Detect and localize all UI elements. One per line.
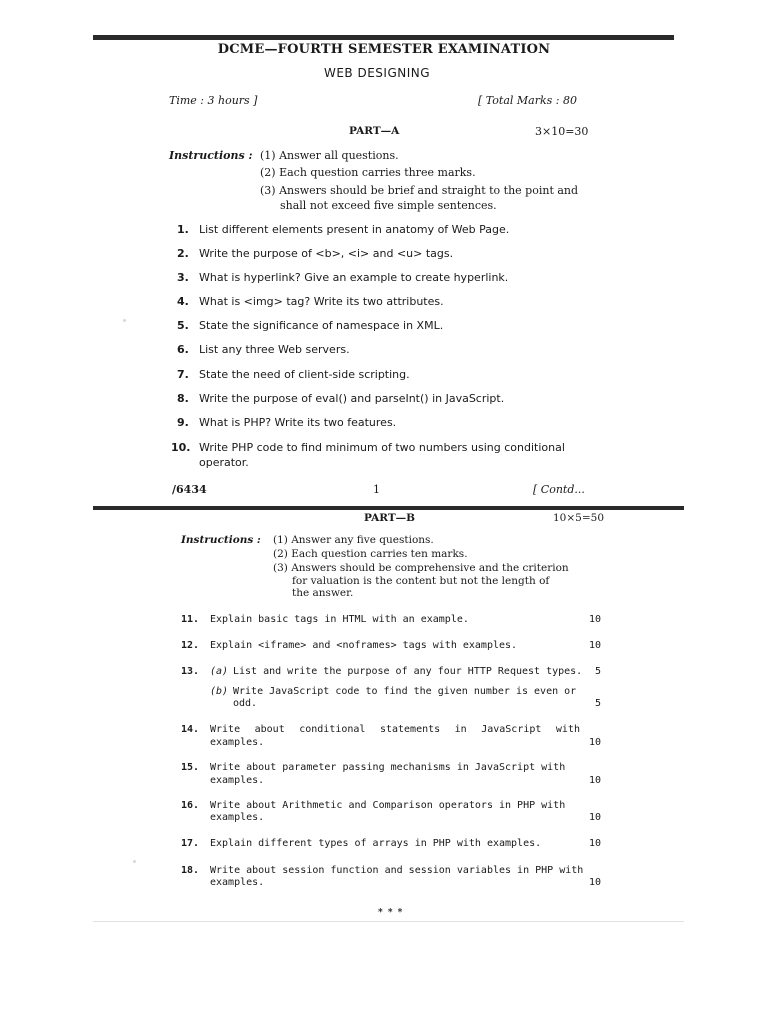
subject-title: WEB DESIGNING — [323, 66, 431, 80]
bottom-border — [93, 921, 684, 922]
question-number: 17. — [181, 838, 200, 849]
part-b-marks: 10×5=50 — [553, 512, 604, 524]
question-text-continued: odd. — [233, 698, 258, 709]
page-number: 1 — [373, 483, 380, 496]
page-break-border — [93, 506, 684, 510]
scan-speck — [133, 860, 136, 863]
question-text: Write PHP code to find minimum of two numbers using conditional — [199, 441, 565, 454]
question-text: Explain different types of arrays in PHP with examples. — [210, 838, 542, 849]
instructions-label: Instructions : — [181, 534, 261, 546]
instruction-item: (3) Answers should be comprehensive and the criterion — [273, 562, 569, 574]
question-text-continued: examples. — [210, 737, 265, 748]
question-number: 3. — [177, 271, 189, 284]
time-label: Time : 3 hours ] — [169, 94, 258, 107]
question-text: List any three Web servers. — [199, 343, 350, 356]
question-number: 9. — [177, 416, 189, 429]
top-border — [93, 35, 674, 40]
question-text: Explain <iframe> and <noframes> tags with examples. — [210, 640, 518, 651]
part-a-marks: 3×10=30 — [535, 125, 589, 138]
question-text-continued: operator. — [199, 456, 249, 469]
question-marks: 10 — [589, 737, 602, 748]
instruction-item: (1) Answer all questions. — [260, 149, 399, 162]
question-number: 12. — [181, 640, 200, 651]
question-number: 10. — [171, 441, 191, 454]
question-text-continued: examples. — [210, 877, 265, 888]
scan-speck — [123, 319, 126, 322]
instruction-item: for valuation is the content but not the length of — [292, 575, 550, 587]
question-number: 8. — [177, 392, 189, 405]
question-text-continued: examples. — [210, 775, 265, 786]
question-text: Write about parameter passing mechanisms in JavaScript with — [210, 762, 566, 773]
instruction-item: (1) Answer any five questions. — [273, 534, 434, 546]
sub-question-label: (b) — [210, 686, 229, 697]
question-text: State the significance of namespace in XML. — [199, 319, 444, 332]
question-text: What is hyperlink? Give an example to create hyperlink. — [199, 271, 509, 284]
end-of-paper-mark: * * * — [378, 908, 404, 918]
question-number: 7. — [177, 368, 189, 381]
question-text: Write the purpose of eval() and parseInt() in JavaScript. — [199, 392, 505, 405]
paper-code: /6434 — [172, 483, 207, 496]
exam-header: DCME—FOURTH SEMESTER EXAMINATION — [217, 42, 551, 57]
question-number: 5. — [177, 319, 189, 332]
question-text: Write JavaScript code to find the given number is even or — [233, 686, 577, 697]
question-marks: 10 — [589, 775, 602, 786]
instruction-item: (2) Each question carries three marks. — [260, 166, 476, 179]
question-marks: 5 — [595, 666, 602, 677]
question-text: Explain basic tags in HTML with an example. — [210, 614, 469, 625]
question-number: 18. — [181, 865, 200, 876]
question-text: What is <img> tag? Write its two attributes. — [199, 295, 444, 308]
question-number: 6. — [177, 343, 189, 356]
question-number: 1. — [177, 223, 189, 236]
sub-question-label: (a) — [210, 666, 229, 677]
question-text-continued: examples. — [210, 812, 265, 823]
question-marks: 10 — [589, 812, 602, 823]
question-text: List different elements present in anatomy of Web Page. — [199, 223, 510, 236]
question-text: What is PHP? Write its two features. — [199, 416, 397, 429]
question-text: List and write the purpose of any four HTTP Request types. — [233, 666, 583, 677]
question-text: Write about session function and session variables in PHP with — [210, 865, 584, 876]
total-marks-label: [ Total Marks : 80 — [478, 94, 577, 107]
part-a-title: PART—A — [349, 125, 400, 137]
question-number: 2. — [177, 247, 189, 260]
question-text: State the need of client-side scripting. — [199, 368, 410, 381]
question-marks: 10 — [589, 838, 602, 849]
contd-label: [ Contd... — [533, 483, 585, 496]
instruction-item: (3) Answers should be brief and straight to the point and — [260, 184, 579, 197]
question-number: 14. — [181, 724, 200, 735]
instruction-item: (2) Each question carries ten marks. — [273, 548, 468, 560]
question-marks: 5 — [595, 698, 602, 709]
question-number: 16. — [181, 800, 200, 811]
question-text: Write the purpose of <b>, <i> and <u> tags. — [199, 247, 454, 260]
question-marks: 10 — [589, 877, 602, 888]
question-number: 11. — [181, 614, 200, 625]
instructions-label: Instructions : — [169, 149, 253, 162]
question-number: 4. — [177, 295, 189, 308]
question-number: 15. — [181, 762, 200, 773]
question-text: Write about conditional statements in JavaScript with — [210, 724, 580, 735]
question-number: 13. — [181, 666, 200, 677]
part-b-title: PART—B — [364, 512, 416, 524]
instruction-item: shall not exceed five simple sentences. — [280, 199, 497, 212]
question-marks: 10 — [589, 640, 602, 651]
question-text: Write about Arithmetic and Comparison operators in PHP with — [210, 800, 566, 811]
question-marks: 10 — [589, 614, 602, 625]
instruction-item: the answer. — [292, 587, 354, 599]
